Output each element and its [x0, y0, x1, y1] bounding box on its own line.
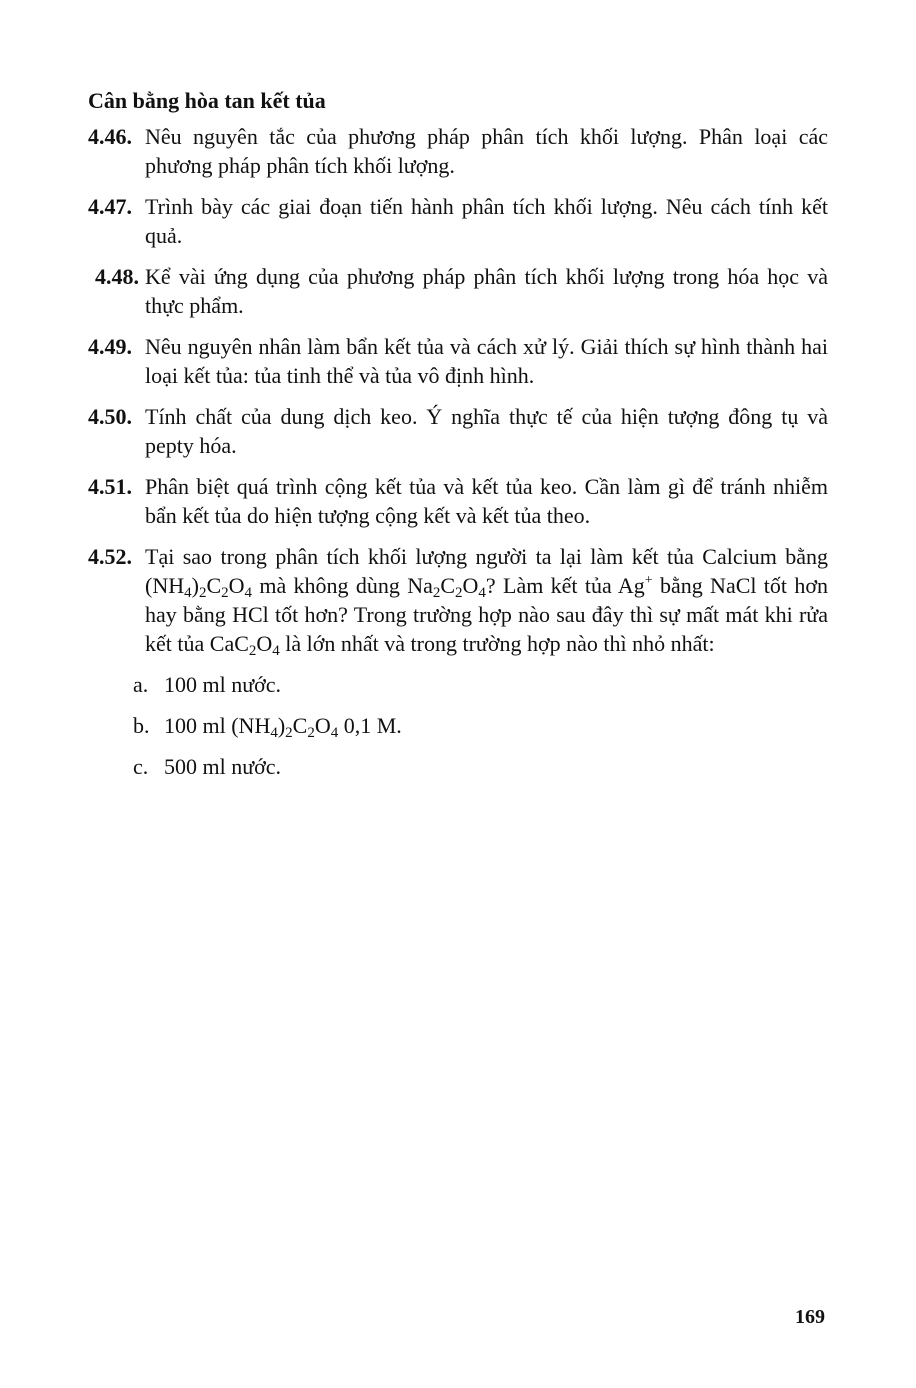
question-text: Nêu nguyên nhân làm bẩn kết tủa và cách xử lý. Giải thích sự hình thành hai loại kết tủa: tủa tinh thể và tủa vô định hình.: [145, 334, 828, 388]
question-number: 4.47.: [88, 194, 132, 219]
question-4-52: [88, 542, 828, 658]
question-number: 4.48.: [95, 264, 139, 289]
question-number: 4.50.: [88, 404, 132, 429]
answer-options: [88, 670, 828, 781]
question-text: Phân biệt quá trình cộng kết tủa và kết tủa keo. Cần làm gì để tránh nhiễm bẩn kết tủa do hiện tượng cộng kết và kết tủa theo.: [145, 474, 828, 528]
question-4-51: [88, 472, 828, 530]
option-label: a.: [133, 672, 149, 697]
option-label: b.: [133, 713, 150, 738]
option-text: 100 ml $(NH_4)_2C_2O_4$ 0,1 M.: [164, 713, 402, 741]
option-text: 100 ml nước.: [164, 672, 282, 697]
question-text: Tại sao trong phân tích khối lượng người ta lại làm kết tủa Calcium bằng $(NH_4)_2C_2O_4$ mà không dùng $Na_2C_2O_4$? Làm kết tủa Ag+ bằng NaCl tốt hơn hay bằng HCl tốt hơn? Trong trường hợp nào sau đây thì sự mất mát khi rửa kết tủa $CaC_2O_4$ là lớn nhất và trong trường hợp nào thì nhỏ nhất:: [145, 544, 828, 659]
option-b: [133, 711, 828, 740]
question-4-49: [88, 332, 828, 390]
question-text: Tính chất của dung dịch keo. Ý nghĩa thực tế của hiện tượng đông tụ và pepty hóa.: [145, 404, 828, 458]
section-title: Cân bằng hòa tan kết tủa: [88, 88, 326, 113]
question-number: 4.52.: [88, 544, 132, 569]
document-page: [88, 86, 828, 793]
option-c: [133, 752, 828, 781]
formula-sodium-oxalate: $Na_2C_2O_4$: [407, 573, 486, 601]
question-text: Trình bày các giai đoạn tiến hành phân tích khối lượng. Nêu cách tính kết quả.: [145, 194, 828, 248]
question-text: Nêu nguyên tắc của phương pháp phân tích khối lượng. Phân loại các phương pháp phân tích khối lượng.: [145, 124, 828, 178]
page-number: 169: [795, 1306, 825, 1328]
question-4-47: [88, 192, 828, 250]
question-4-46: [88, 122, 828, 180]
option-label: c.: [133, 754, 149, 779]
option-a: [133, 670, 828, 699]
option-text: 500 ml nước.: [164, 754, 282, 779]
question-number: 4.51.: [88, 474, 132, 499]
question-4-50: [88, 402, 828, 460]
question-text: Kể vài ứng dụng của phương pháp phân tích khối lượng trong hóa học và thực phẩm.: [145, 264, 828, 318]
question-number: 4.46.: [88, 124, 132, 149]
question-number: 4.49.: [88, 334, 132, 359]
silver-ion: Ag+: [617, 573, 653, 598]
formula-calcium-oxalate: $CaC_2O_4$: [209, 631, 280, 659]
question-4-48: [88, 262, 828, 320]
formula-ammonium-oxalate: $(NH_4)_2C_2O_4$: [145, 573, 253, 601]
